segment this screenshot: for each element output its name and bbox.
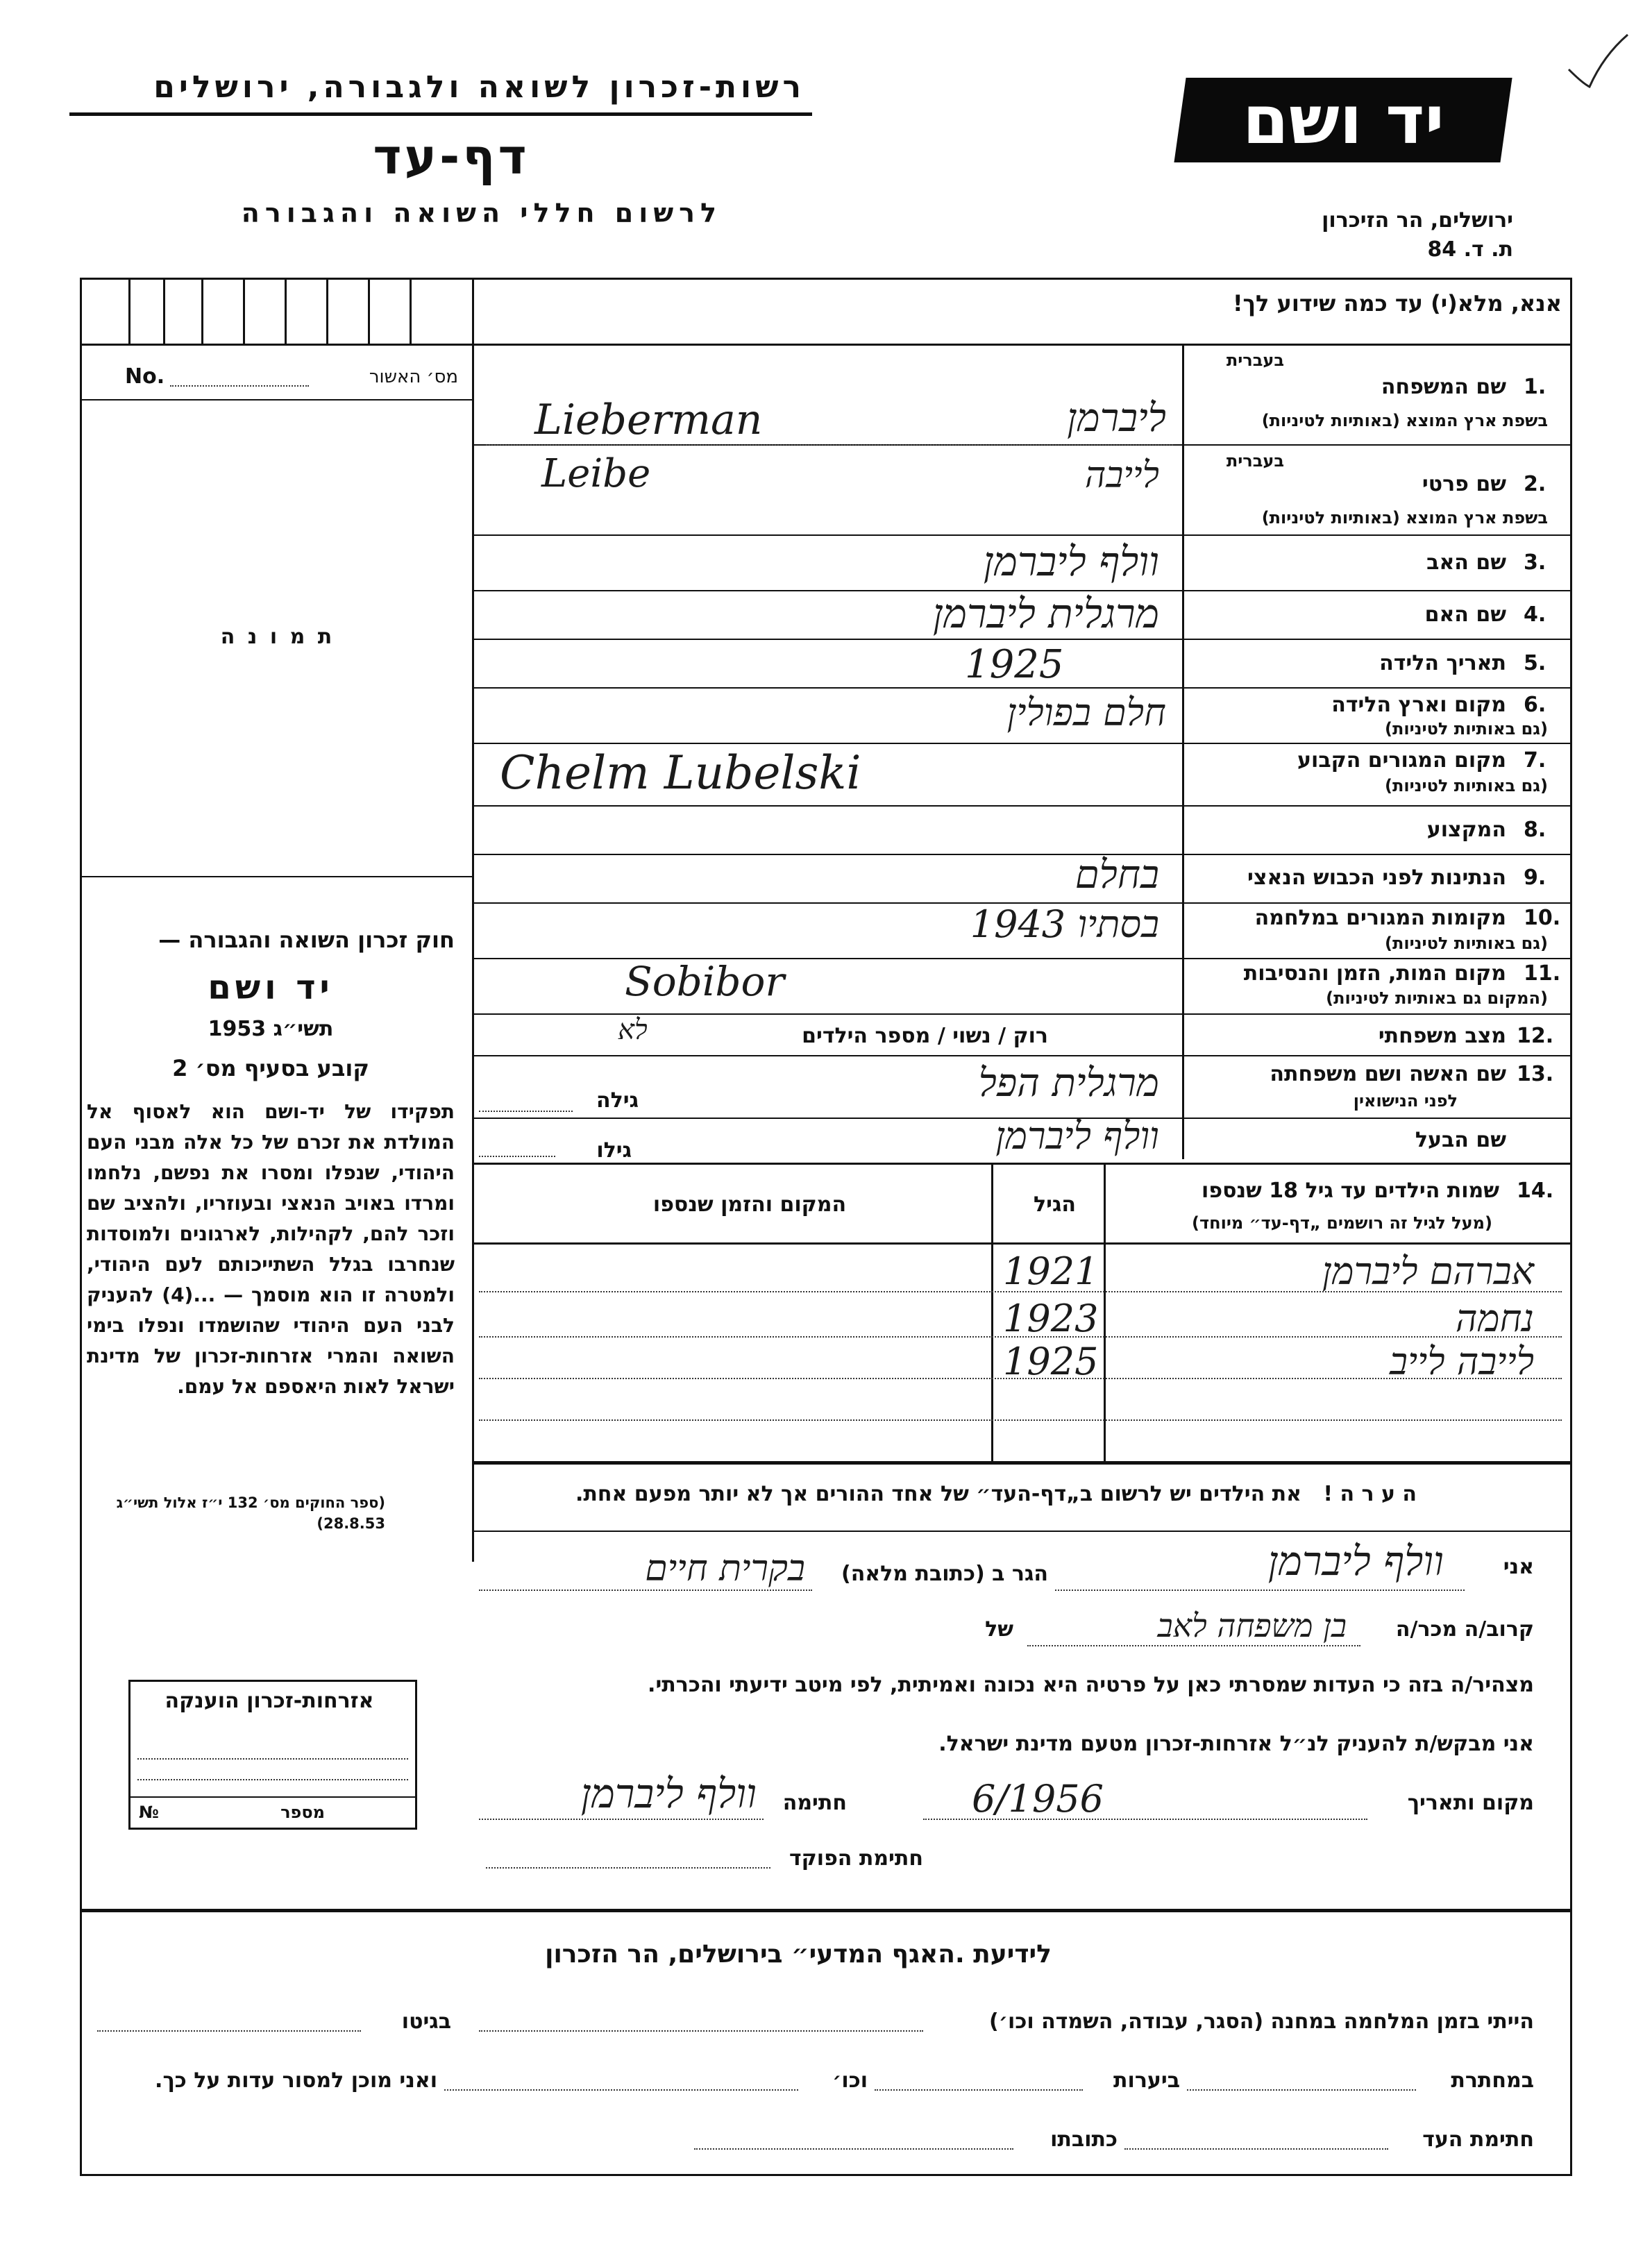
form-title: דף-עד bbox=[373, 128, 530, 185]
footer-title: לידיעת .האגף המדעי״ בירושלים, הר הזכרון bbox=[545, 1940, 1052, 1968]
children-title: שמות הילדים עד גיל 18 שנספו bbox=[1202, 1179, 1499, 1203]
citizenship-title: אזרחות-זכרון הוענקה bbox=[165, 1689, 374, 1713]
f1-label: שם המשפחה bbox=[1381, 375, 1506, 399]
footer-underground-fill bbox=[1187, 2089, 1416, 2091]
note-rule bbox=[472, 1531, 1570, 1532]
husband-label: שם הבעל bbox=[1415, 1128, 1506, 1152]
box-div-1 bbox=[128, 278, 130, 344]
f6-value[interactable]: חלם בפולין bbox=[1006, 691, 1166, 734]
f9-num: 9. bbox=[1524, 866, 1546, 890]
law-year: תשי״ג 1953 bbox=[208, 1017, 334, 1041]
f7-value[interactable]: Chelm Lubelski bbox=[500, 746, 861, 800]
child-3-age[interactable]: 1925 bbox=[1003, 1340, 1099, 1383]
row-rule-6 bbox=[472, 743, 1570, 744]
f1-value-heb[interactable]: ליברמן bbox=[1067, 396, 1166, 441]
f8-label: המקצוע bbox=[1426, 818, 1506, 842]
row-rule-4 bbox=[472, 639, 1570, 640]
f13-num: 13. bbox=[1517, 1062, 1554, 1086]
citizenship-line-2 bbox=[137, 1779, 408, 1780]
footer-ghetto-fill bbox=[97, 2030, 361, 2032]
frame-right bbox=[1570, 278, 1572, 2176]
f12-label: מצב משפחתי bbox=[1378, 1024, 1506, 1048]
children-div-2 bbox=[1104, 1163, 1106, 1461]
f2-label: שם פרטי bbox=[1422, 472, 1506, 496]
husband-age-label: גילו bbox=[596, 1138, 632, 1163]
f2-sub: בשפת ארץ המוצא (באותיות לטיניות) bbox=[1261, 508, 1548, 528]
decl-request: אני מבקש/ת להעניק לנ״ל אזרחות-זכרון מטעם מדינת ישראל. bbox=[938, 1732, 1534, 1756]
f2-num: 2. bbox=[1524, 472, 1546, 496]
f2-value-heb[interactable]: לייבה bbox=[1084, 455, 1159, 496]
f11-sub: (המקום גם באותיות לטיניות) bbox=[1326, 988, 1548, 1008]
reg-no-line bbox=[170, 385, 309, 387]
f5-num: 5. bbox=[1524, 651, 1546, 675]
children-bottom bbox=[472, 1461, 1570, 1465]
box-div-7 bbox=[368, 278, 370, 344]
frame-left bbox=[80, 278, 82, 2176]
box-div-8 bbox=[410, 278, 412, 344]
citizenship-box bbox=[128, 1680, 417, 1830]
f11-num: 11. bbox=[1524, 961, 1561, 986]
f5-label: תאריך הלידה bbox=[1379, 651, 1506, 675]
f11-label: מקום המות, הזמן והנסיבות bbox=[1243, 961, 1506, 986]
decl-supervisor: חתימת הפוקד bbox=[789, 1846, 923, 1871]
child-2-age[interactable]: 1923 bbox=[1003, 1297, 1099, 1340]
authority-title: רשות-זכרון לשואה ולגבורה, ירושלים bbox=[153, 69, 805, 105]
decl-supervisor-line bbox=[486, 1867, 770, 1869]
law-section: קובע בסעיף מס׳ 2 bbox=[172, 1055, 369, 1081]
po-box: ת. ד. 84 bbox=[1427, 237, 1513, 262]
form-subtitle: לרשום חללי השואה והגבורה bbox=[241, 198, 722, 228]
logo-text: יד ושם bbox=[1242, 81, 1444, 159]
decl-relative-line bbox=[1027, 1645, 1360, 1646]
citizenship-rule bbox=[130, 1796, 415, 1798]
f4-label: שם האם bbox=[1424, 602, 1506, 627]
f3-label: שם האב bbox=[1426, 550, 1506, 575]
note-label: ה ע ר ה ! bbox=[1323, 1482, 1417, 1506]
f1-value-latin[interactable]: Lieberman bbox=[534, 396, 763, 444]
f10-sub: (גם באותיות לטיניות) bbox=[1385, 934, 1548, 953]
box-div-2 bbox=[163, 278, 165, 344]
f1-num: 1. bbox=[1524, 375, 1546, 399]
row-rule-12 bbox=[472, 1055, 1570, 1056]
row-rule-7 bbox=[472, 805, 1570, 807]
footer-underground: במחתרת bbox=[1451, 2068, 1534, 2093]
f2-tag: בעברית bbox=[1226, 451, 1284, 471]
footer-witness-sig: חתימת העד bbox=[1422, 2127, 1534, 2152]
law-ref: (ספר החוקים מס׳ 132 י״ז אלול תשי״ג 28.8.53) bbox=[116, 1494, 385, 1532]
footer-forests-fill bbox=[875, 2089, 1083, 2091]
f6-num: 6. bbox=[1524, 693, 1546, 717]
decl-place-date: מקום ותאריך bbox=[1407, 1791, 1534, 1815]
decl-resides: הגר ב (כתובת מלאה) bbox=[841, 1562, 1048, 1586]
decl-relative: קרוב/ה מכר/ה bbox=[1395, 1617, 1534, 1642]
f10-label: מקומות המגורים במלחמה bbox=[1254, 906, 1506, 930]
photo-rule bbox=[80, 876, 472, 877]
frame-top bbox=[80, 278, 1572, 280]
footer-etc-fill bbox=[444, 2089, 798, 2091]
citizenship-line-1 bbox=[137, 1758, 408, 1760]
children-subtitle: (מעל לגיל זה רושמים „דף-עד״ מיוחד) bbox=[1192, 1213, 1492, 1233]
checkmark-icon bbox=[1562, 28, 1631, 90]
f5-value[interactable]: 1925 bbox=[965, 642, 1064, 687]
footer-rule bbox=[80, 1909, 1572, 1912]
child-1-age[interactable]: 1921 bbox=[1003, 1249, 1099, 1293]
f13-label: שם האשה ושם משפחתה bbox=[1270, 1062, 1506, 1086]
f10-num: 10. bbox=[1524, 906, 1561, 930]
note bbox=[486, 1482, 1506, 1506]
f7-sub: (גם באותיות לטיניות) bbox=[1385, 776, 1548, 795]
f7-num: 7. bbox=[1524, 748, 1546, 773]
label-col-divider bbox=[1182, 344, 1184, 1159]
children-head-rule bbox=[472, 1242, 1570, 1245]
decl-date-line bbox=[923, 1819, 1367, 1820]
f3-value[interactable]: וולף ליברמן bbox=[983, 538, 1159, 585]
decl-address-line bbox=[479, 1590, 812, 1591]
footer-line1: הייתי בזמן המלחמה במחנה (הסגר, עבודה, השמדה וכו׳) bbox=[989, 2009, 1534, 2034]
footer-etc: וכו׳ bbox=[832, 2068, 868, 2093]
f4-num: 4. bbox=[1524, 602, 1546, 627]
address: ירושלים, הר הזיכרון bbox=[1322, 208, 1513, 233]
header-rule bbox=[69, 112, 812, 116]
box-div-5 bbox=[285, 278, 287, 344]
decl-name-value[interactable]: וולף ליברמן bbox=[1267, 1537, 1444, 1585]
box-div-4 bbox=[243, 278, 245, 344]
intro-text: אנא, מלא(י) עד כמה שידוע לך! bbox=[1232, 290, 1562, 317]
husband-value[interactable]: וולף ליברמן bbox=[995, 1114, 1159, 1158]
decl-relative-value[interactable]: בן משפחה לאב bbox=[1157, 1607, 1347, 1644]
f3-num: 3. bbox=[1524, 550, 1546, 575]
decl-date-value[interactable]: 6/1956 bbox=[972, 1777, 1104, 1821]
yad-vashem-logo bbox=[1174, 78, 1512, 162]
decl-signature-line bbox=[479, 1819, 764, 1820]
footer-line1-fill bbox=[479, 2030, 923, 2032]
decl-of: של bbox=[985, 1617, 1013, 1642]
law-text: תפקידו של יד-ושם הוא לאסוף אל המולדת את זכרם של כל אלה מבני העם היהודי, שנפלו ומסרו את נפשם, נלחמו ומרדו באויב הנאצי ובעוזריו, ולהציב שם וזכר להם, לקהילות, לארגונים ולמוסדות שנחרבו בגלל השתייכותם לעם היהודי, ולמטרה זו הוא מוסמך — ...(4) להעניק לבני העם היהודי שהושמדו ונפלו בימי השואה והמרי אזרחות-זכרון של מדינת ישראל לאות היאספם אל עמם. bbox=[87, 1100, 455, 1398]
f9-value[interactable]: בחלם bbox=[1074, 852, 1159, 897]
f1-tag: בעברית bbox=[1226, 351, 1284, 370]
children-num: 14. bbox=[1517, 1179, 1554, 1203]
f1-line bbox=[486, 444, 1173, 446]
box-div-6 bbox=[326, 278, 328, 344]
f6-sub: (גם באותיות לטיניות) bbox=[1385, 719, 1548, 739]
decl-ani: אני bbox=[1503, 1555, 1534, 1579]
law-title: חוק זכרון השואה והגבורה — bbox=[158, 927, 455, 953]
husband-age-line bbox=[479, 1156, 555, 1157]
children-col-place: המקום והזמן שנספו bbox=[652, 1192, 847, 1217]
reg-no-heb: מס׳ האשור bbox=[369, 366, 458, 387]
f13-sub: לפני הנישואין bbox=[1353, 1091, 1458, 1111]
footer-ready: ואני מוכן למסור עדות על כך. bbox=[155, 2068, 437, 2093]
row-rule-14 bbox=[472, 1163, 1570, 1165]
citizenship-number-sign: № bbox=[139, 1803, 159, 1822]
f13-value[interactable]: מרגלית הפל bbox=[978, 1061, 1159, 1106]
intro-rule bbox=[472, 344, 1570, 346]
child-1-name[interactable]: אברהם ליברמן bbox=[1322, 1249, 1534, 1293]
children-col-age: הגיל bbox=[1034, 1192, 1076, 1217]
row-rule-2 bbox=[472, 534, 1570, 536]
law-name: יד ושם bbox=[208, 968, 334, 1007]
frame-bottom bbox=[80, 2174, 1572, 2176]
f13-age-line bbox=[479, 1111, 573, 1112]
decl-address-value[interactable]: בקרית חיים bbox=[645, 1548, 805, 1590]
box-div-3 bbox=[201, 278, 203, 344]
f12-num: 12. bbox=[1517, 1024, 1554, 1048]
row-rule-5 bbox=[472, 687, 1570, 689]
f2-value-latin[interactable]: Leibe bbox=[541, 451, 651, 496]
f1-sub: בשפת ארץ המוצא (באותיות לטיניות) bbox=[1261, 411, 1548, 430]
f9-label: הנתינות לפני הכבוש הנאצי bbox=[1247, 866, 1506, 890]
f4-value[interactable]: מרגלית ליברמן bbox=[932, 590, 1159, 637]
f11-value[interactable]: Sobibor bbox=[625, 958, 785, 1005]
f12-mark[interactable]: לא bbox=[618, 1014, 648, 1046]
f6-label: מקום וארץ הלידה bbox=[1331, 693, 1506, 717]
decl-signature-label: חתימה bbox=[782, 1791, 847, 1815]
decl-signature-value[interactable]: וולף ליברמן bbox=[580, 1770, 757, 1817]
f12-value: רוק / נשוי / מספר הילדים bbox=[802, 1024, 1048, 1048]
photo-label: ת מ ו נ ה bbox=[220, 625, 335, 649]
children-row-rule-4 bbox=[479, 1419, 1562, 1421]
footer-forests: ביערות bbox=[1113, 2068, 1180, 2093]
footer-address: כתובתו bbox=[1050, 2127, 1118, 2152]
footer-ghetto: בגיטו bbox=[401, 2009, 451, 2034]
citizenship-number: מספר bbox=[280, 1803, 325, 1822]
reg-rule bbox=[80, 399, 472, 401]
side-divider bbox=[472, 278, 474, 1562]
child-3-name[interactable]: לייבה לייב bbox=[1389, 1340, 1534, 1383]
note-text: את הילדים יש לרשום ב„דף-העד״ של אחד ההורים אך לא יותר מפעם אחת. bbox=[575, 1482, 1301, 1506]
footer-address-fill bbox=[694, 2148, 1013, 2150]
decl-name-line bbox=[1055, 1590, 1465, 1591]
f7-label: מקום המגורים הקבוע bbox=[1297, 748, 1506, 773]
f13-age-label: גילה bbox=[596, 1088, 639, 1113]
child-2-name[interactable]: נחמה bbox=[1455, 1297, 1534, 1340]
f10-value[interactable]: בסתיו 1943 bbox=[970, 902, 1159, 946]
footer-witness-fill bbox=[1124, 2148, 1388, 2150]
reg-no-label: No. bbox=[125, 364, 165, 389]
f8-num: 8. bbox=[1524, 818, 1546, 842]
decl-statement: מצהיר/ה בזה כי העדות שמסרתי כאן על פרטיה היא נכונה ואמיתית, לפי מיטב ידיעתי והכרתי. bbox=[648, 1673, 1534, 1697]
children-div-1 bbox=[991, 1163, 993, 1461]
boxes-bottom bbox=[80, 344, 472, 346]
